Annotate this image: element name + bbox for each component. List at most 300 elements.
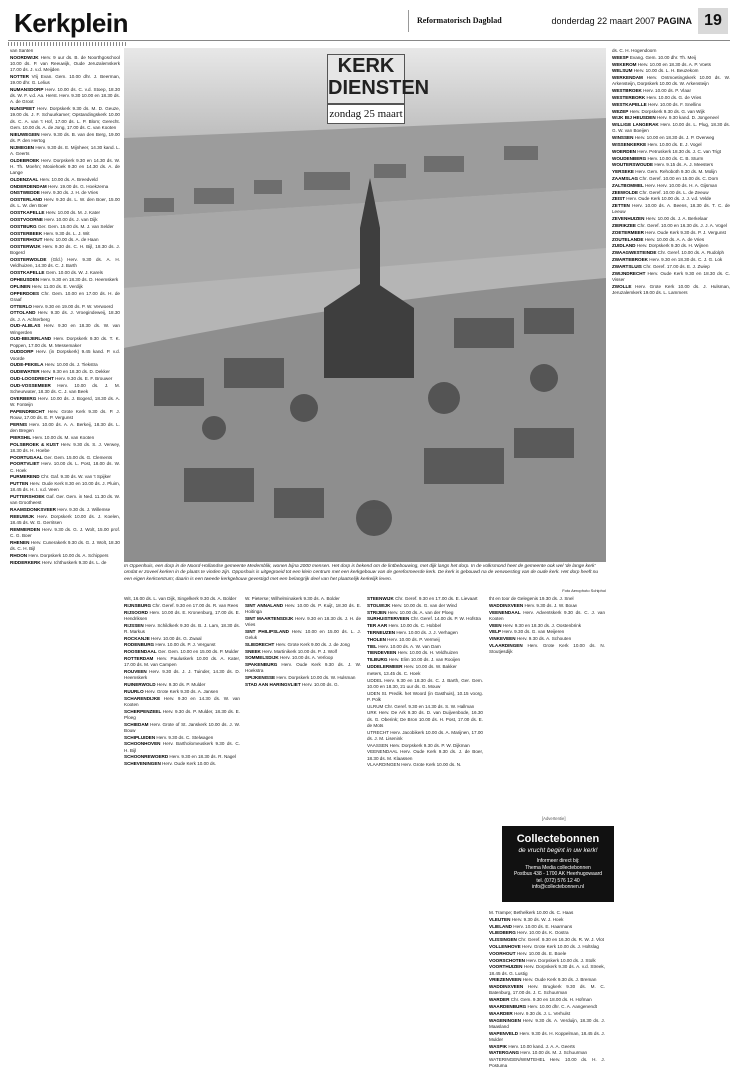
listing-entry: RODENBURG Herv. 10.00 ds. P. J. Vergunst bbox=[124, 642, 216, 648]
listing-entry: SCHERPENZEEL Herv. 9.30 ds. P. Mulder, 18.30 ds. E. Ploeg bbox=[124, 708, 240, 720]
listing-place: WOUTERSWOUDE bbox=[612, 162, 654, 168]
listing-entry: SPIJKENISSE Herv. Dorpskerk 10.00 ds. W. Hulsman bbox=[245, 675, 356, 681]
listing-entry: OLDEBROEK Herv. Dorpskerk 9.30 en 14.30 ds. W. H. Th. Moehn; Mooiehoek 9.30 en 14.30 ds. A. de Lange bbox=[10, 157, 120, 176]
listing-entry: VLAARDINGEN Herv. Grote Kerk 10.00 ds. N. Stoutjesdijk bbox=[489, 642, 605, 655]
listing-place: VLIELAND bbox=[489, 923, 512, 929]
listing-entry: WELSUM Herv. 10.00 ds. L. H. Beuzekom bbox=[612, 68, 699, 74]
listing-place: OUD-BEIJERLAND bbox=[10, 336, 52, 342]
listing-place: SINT MAARTENSDIJK bbox=[245, 615, 294, 621]
publication-name: Reformatorisch Dagblad bbox=[408, 10, 513, 32]
listing-place: RIJSOORD bbox=[124, 609, 148, 615]
listing-place: SPAKENBURG bbox=[245, 662, 278, 668]
listing-entry: WOUTERSWOUDE Herv. 9.15 ds. A. J. Meesters bbox=[612, 162, 714, 168]
listing-entry: OVERBERG Herv. 10.00 ds. J. Bogerd, 18.30 ds. A. W. Fonteijn bbox=[10, 395, 120, 407]
listing-entry: URK Herv. De Ark 9.30 ds. D. van Duijvenbode, 16.30 ds. G. Oberink; De Bron 10.00 ds. H. Post, 17.00 ds. E. de Mots bbox=[367, 710, 483, 728]
ad-line-2: Thema Media collectebonnen bbox=[525, 864, 591, 871]
listing-place: NOTTER bbox=[10, 74, 29, 79]
listing-entry: ULRUM Chr. Geref. 9.30 en 14.30 ds. S. W. Hallman bbox=[367, 703, 475, 709]
listing-place: OOSTKAPELLE bbox=[10, 210, 45, 216]
listing-place: OUD-LOOSDRECHT bbox=[10, 375, 54, 381]
listing-place: THOLEN bbox=[367, 636, 386, 642]
issue-date bbox=[552, 14, 692, 28]
listing-place: VEEN bbox=[489, 622, 502, 628]
listing-place: RHENEN bbox=[10, 539, 30, 545]
date-text: donderdag 22 maart 2007 bbox=[551, 16, 656, 26]
listing-entry: OLDENZAAL Herv. 10.00 ds. A. Breedveld bbox=[10, 176, 98, 182]
listing-place: STEENWIJK bbox=[367, 596, 394, 601]
listing-place: YERSEKE bbox=[612, 169, 634, 175]
listing-place: WELSUM bbox=[612, 68, 633, 74]
listing-entry: OTTOLAND Herv. 9.30 ds. J. Vroegindeweij, 18.30 ds. J. A. Achterberg bbox=[10, 310, 120, 322]
listing-place: RODENBURG bbox=[124, 642, 155, 648]
column-2 bbox=[124, 596, 240, 1070]
listing-entry: ROTTERDAM Herv. Pauluskerk 10.00 ds. A. Kater, 17.00 ds. M. van Campen bbox=[124, 655, 240, 668]
listing-entry: OOSTERWOLDE (Gld.) Herv. 9.30 ds. A. H. Veldhuizen, 14.30 ds. C. J. Barth bbox=[10, 257, 120, 269]
listing-place: OLDENZAAL bbox=[10, 176, 39, 182]
masthead-rule bbox=[8, 40, 730, 41]
listing-place: OOSTKAPELLE bbox=[10, 270, 45, 276]
listing-entry: ZOUTELANDE Herv. 10.00 ds. A. A. de Vries bbox=[612, 236, 705, 242]
listing-place: SINT ANNALAND bbox=[245, 602, 284, 608]
listing-entry: VLIEDBERG Herv. 10.00 ds. K. Oostra bbox=[489, 930, 569, 936]
listing-place: NUNSPEET bbox=[10, 106, 36, 112]
listing-entry: RIJSOORD Herv. 10.00 ds. E. Kronenburg, 17.00 ds. E. Hendriksen bbox=[124, 609, 240, 621]
listing-entry: VEENENDAAL Herv. Adventskerk 9.30 ds. C. J. van Kooten bbox=[489, 609, 605, 621]
listing-place: OOSTVOORNE bbox=[10, 217, 43, 222]
kerkdiensten-box bbox=[327, 54, 430, 126]
listing-place: VLEUTEN bbox=[489, 916, 511, 922]
listing-entry: TER AAR Herv. 10.00 ds. C. Hobbel bbox=[367, 623, 442, 629]
listing-place: WEZEP bbox=[612, 108, 629, 114]
listing-place: WERKENDAM bbox=[612, 75, 643, 81]
listing-place: SNEEK bbox=[245, 648, 261, 654]
listing-place: STOLWIJK bbox=[367, 602, 391, 608]
listing-place: WASPIK bbox=[489, 1043, 508, 1049]
listing-place: WADDINXVEEN bbox=[489, 984, 524, 990]
listing-place: ZEIST bbox=[612, 196, 626, 202]
listing-place: OTTERLO bbox=[10, 303, 32, 309]
title-line-1: KERK bbox=[337, 55, 395, 77]
listing-entry: SCHARENDIJKE Herv. 9.30 en 14.30 ds. W. van Kooten bbox=[124, 695, 240, 707]
listing-entry: ONSTWEDDE Herv. 9.30 ds. J. H. de Vries bbox=[10, 190, 99, 196]
listing-entry: OOSTERWIJK Herv. 9.30 ds. C. H. Bijl, 18.30 ds. J. Bogerd bbox=[10, 244, 120, 256]
listing-place: REMMERDEN bbox=[10, 526, 41, 532]
listing-entry: WATERINGEN/WIMTEHEL Herv. 10.00 ds. H. J. Postuma bbox=[489, 1057, 605, 1069]
listing-entry: WASPIK Herv. 10.00 kand. J. A. A. Geerts bbox=[489, 1043, 575, 1049]
column-4 bbox=[367, 596, 483, 1070]
listing-entry: WEKEROM Herv. 10.00 en 18.30 ds. A. P. Voets bbox=[612, 61, 711, 67]
listing-place: POORTVLIET bbox=[10, 461, 40, 467]
listing-place: SLIEDRECHT bbox=[245, 641, 275, 647]
listing-place: VRIEZENVEEN bbox=[489, 977, 522, 983]
listing-entry: NOORDWIJK Herv. 9 uur ds. B. de Noorthgoschool 10.00 ds. P. van Reeuwijk, Oude Jeruzalemskerk 17.00 ds. J. v.d. Meijden bbox=[10, 54, 120, 73]
listing-place: SPIJKENISSE bbox=[245, 675, 276, 681]
listing-entry: RIDDERKERK Herv. Ichthuskerk 9.30 ds. L. de bbox=[10, 559, 107, 565]
masthead-dots bbox=[8, 42, 128, 46]
listing-entry: SINT PHILIPSLAND Herv. 10.00 en 15.00 ds. L. J. Geluk bbox=[245, 628, 361, 640]
page-label: PAGINA bbox=[657, 16, 692, 26]
listing-place: RAAMSDONKSVEER bbox=[10, 507, 56, 513]
listing-entry: POLSBROEK & KUST Herv. 9.30 ds. S. J. Verwey, 18.30 ds. H. Hoebe bbox=[10, 441, 120, 453]
listing-entry: PURMEREND Chr. Gaf. 9.30 ds. W. van 't Spijker bbox=[10, 474, 111, 480]
listing-place: OOSTERWOLDE bbox=[10, 257, 47, 263]
ad-line-4: tel. (072) 576 12 40 bbox=[536, 877, 580, 884]
listing-entry: UTRECHT Herv. Jacobikerk 10.00 ds. A. Marijnen, 17.00 ds. J. M. Lisenink bbox=[367, 729, 483, 741]
column-8 bbox=[612, 48, 730, 1060]
listing-entry: PERNIS Herv. 10.00 ds. A. A. Berkeij, 18.30 ds. L. den Bregen bbox=[10, 421, 120, 433]
listing-place: WESTBROEK bbox=[612, 88, 642, 94]
listing-entry: VLISSINGEN Chr. Geref. 9.30 en 16.30 ds. R. W. J. Vlot bbox=[489, 937, 604, 943]
listing-entry: SOMMELSDIJK Herv. 10.00 ds. A. Verloop bbox=[245, 655, 334, 661]
column-5 bbox=[489, 596, 605, 812]
listing-entry: OOSTERLAND Herv. 9.30 ds. L. W. den Boer, 15.00 ds. L. W. den Boer bbox=[10, 197, 120, 209]
section-title: Kerkplein bbox=[14, 8, 128, 38]
listing-place: VOORHOUT bbox=[489, 950, 516, 956]
listing-entry: SINT MAARTENSDIJK Herv. 9.30 en 18.30 ds. J. H. de Vries bbox=[245, 615, 361, 627]
listing-place: VLISSINGEN bbox=[489, 937, 517, 943]
listing-place: UDDELERMEER bbox=[367, 663, 403, 669]
listing-entry: TILBURG Herv. Elim 10.00 ds. J. van Rooijen bbox=[367, 657, 461, 663]
listing-entry: NIEUWEGEIN Herv. 9.30 ds. B. van den Berg, 19.00 ds. P. den Hertog bbox=[10, 131, 120, 143]
listing-place: SOMMELSDIJK bbox=[245, 655, 279, 661]
listing-entry: ZAAMSLAG Chr. Geref. 10.00 en 15.00 ds. C. Dorn bbox=[612, 175, 719, 181]
listing-place: TIEL bbox=[367, 643, 377, 649]
listing-entry: ZUIDLAND Herv. Dorpskerk 9.30 ds. H. Wijnen bbox=[612, 243, 709, 249]
listing-place: ZOUTELANDE bbox=[612, 236, 644, 242]
listing-entry: OTTERLO Herv. 9.30 en 19.00 ds. P. W. Verwoerd bbox=[10, 303, 113, 309]
listing-entry: OOSTERBEEK Herv. 9.30 ds. L. J. Wit bbox=[10, 230, 90, 236]
listing-entry: VEEN Herv. 9.30 en 18.30 ds. J. Oostenbrink bbox=[489, 622, 582, 628]
listing-entry: VLAARDINGEN Herv. Grote Kerk 10.00 ds. N. bbox=[367, 762, 462, 768]
listing-entry: UDEN St. Predik. het Woord (in Gasthuis), 10.15 voorg. P. Polk bbox=[367, 690, 483, 702]
listing-entry: WOERDEN Herv. Petruskerk 18.30 ds. J. C. van Trigt bbox=[612, 148, 721, 154]
listing-place: SINT PHILIPSLAND bbox=[245, 628, 289, 634]
listing-place: OPHEUSDEN bbox=[10, 276, 40, 282]
listing-entry: OOSTVOORNE Herv. 10.00 ds. J. van Dijk bbox=[10, 217, 98, 222]
listing-place: VLIEDBERG bbox=[489, 930, 516, 936]
listing-place: PIERSHIL bbox=[10, 434, 32, 440]
listing-place: ZWAAGWESTEINDE bbox=[612, 250, 657, 256]
listing-place: PAPENDRECHT bbox=[10, 408, 45, 414]
listing-place: OUDEWATER bbox=[10, 369, 40, 375]
listing-entry: NIJMEGEN Herv. 9.30 ds. E. Mijnheer, 14.30 kand. L. A. Geerts bbox=[10, 144, 120, 156]
listing-place: WEESP bbox=[612, 54, 629, 60]
listing-place: RHOON bbox=[10, 552, 28, 558]
listing-entry: OUDDORP Herv. (in Dorpskerk) 9.45 kand. P. v.d. Voorde bbox=[10, 349, 120, 361]
listing-entry: SNEEK Herv. Martinikerk 10.00 ds. P. J. Wolf bbox=[245, 648, 337, 654]
listing-place: OOSTBURG bbox=[10, 223, 37, 229]
ad-line-1: Informeer direct bij: bbox=[536, 858, 580, 864]
listing-entry: WILLIGE LANGERAK Herv. 10.00 ds. L. Plug, 18.30 ds. G. W. van Boeijen bbox=[612, 122, 730, 134]
caption-text: In Oppenhuis, een dorp in de Noord-Hollandse gemeente Medemblik, wonen bijna 2000 mensen. Het dorp is bekend om de lintbebouwing, met dijk langs het dorp. In de volksmond heet de gemeente ook wel 'de lange kerk' omdat er zoveel kerken in de plaats te vinden zijn. Opposhuis is uitgegroeid tot een klein centrum met een kerkgebouw van de gereformeerde kerk. De kerk is gebouwd na de verwoesting van de oude kerk. Het dorp heeft nu een eigen kerkcentrum; daarin is een tweede kerkgebouw gevestigd met een belangrijk deel van het plaatselijk kerkelijk leven. bbox=[124, 564, 599, 582]
listing-place: TER AAR bbox=[367, 623, 388, 629]
listing-entry: PUTTEN Herv. Oude Kerk 8.30 en 10.00 ds. J. Pluim, 18.45 ds. H. I. v.d. Veen bbox=[10, 481, 120, 493]
listing-entry: SURHUISTERVEEN Chr. Geref. 14.00 ds. P. W. Hofstra bbox=[367, 616, 481, 622]
listing-entry: VOORTHUIZEN Herv. Dorpskerk 9.30 ds. A. v.d. Streek, 18.45 ds. G. Lustig bbox=[489, 964, 605, 976]
listing-entry: OOSTKAPELLE Gem. 10.00 ds. W. J. Karels bbox=[10, 270, 103, 276]
listing-entry: NUMANSDORP Herv. 10.00 ds. C. v.d. Stoep, 18.30 ds. W. F. v.d. Aa. Herst. Herv. 9.30 10.00 en 18.30 ds. A. de Groot bbox=[10, 87, 120, 105]
listing-place: OPPERDOES bbox=[10, 290, 40, 296]
listing-place: VLAARDINGEN bbox=[489, 642, 523, 648]
listing-entry: TIENDEVEEN Herv. 10.00 ds. H. Veldhuizen bbox=[367, 650, 459, 656]
listing-place: WESTKAPELLE bbox=[612, 101, 647, 107]
listing-entry: VLIELAND Herv. 10.00 ds. E. Haarmans bbox=[489, 923, 573, 929]
listing-place: VOLLENHOVE bbox=[489, 943, 521, 949]
kerkdiensten-title bbox=[327, 54, 430, 104]
listing-place: OVERBERG bbox=[10, 395, 37, 401]
listing-entry: STEENWIJK Chr. Geref. 9.30 en 17.00 ds. E. Lievaart bbox=[367, 596, 478, 601]
title-line-2: DIENSTEN bbox=[328, 77, 430, 99]
column-7 bbox=[489, 910, 605, 1069]
listing-entry: WATERGANG Herv. 10.00 ds. M. J. Schuurman bbox=[489, 1050, 588, 1056]
listing-place: NIJMEGEN bbox=[10, 144, 34, 150]
listing-place: PUTTERSHOEK bbox=[10, 494, 45, 500]
listing-entry: NOTTER Vrij Evan. Gem. 10.00 dhr. J. Beerman, 19.00 dhr. G. Lelius bbox=[10, 74, 120, 86]
listing-entry: ROCKANJE Herv. 10.00 ds. G. Zwaal bbox=[124, 635, 202, 641]
listing-entry: SCHIEDAM Herv. Grote of St. Janskerk 10.00 ds. J. W. Bouw bbox=[124, 721, 240, 733]
ad-line-5: info@collectebonnen.nl bbox=[531, 884, 585, 890]
listing-entry: OOSTERHOUT Herv. 10.00 ds. A. de Haan bbox=[10, 237, 99, 243]
listing-entry: OOSTKAPELLE Herv. 10.00 ds. M. J. Kater bbox=[10, 210, 101, 216]
listing-entry: ZOETERMEER Herv. Oude Kerk 9.30 ds. P. J. Vergunst bbox=[612, 229, 726, 235]
listing-entry: WEESP Evang. Gem. 10.00 dhr. Th. Meij bbox=[612, 54, 696, 60]
listing-entry: WADDINXVEEN Herv. Brugkerk 9.30 ds. M. C. Batenburg, 17.00 ds. J. C. Schuurman bbox=[489, 984, 605, 996]
listing-place: OUDE-PEKELA bbox=[10, 362, 44, 368]
listing-place: STRIJEN bbox=[367, 609, 387, 615]
listing-entry: ZEVENHUIZEN Herv. 10.00 ds. J. A. Berkelaar bbox=[612, 216, 708, 222]
listing-entry: REEUWIJK Herv. Dorpskerk 10.00 ds. J. Koelen, 18.45 ds. W. G. Gerritsen bbox=[10, 513, 120, 526]
ad-label: [Advertentie] bbox=[542, 816, 566, 821]
listing-place: TIENDEVEEN bbox=[367, 650, 397, 656]
listing-place: VOORTHUIZEN bbox=[489, 964, 523, 970]
listing-place: SCHOONREWOERD bbox=[124, 754, 169, 760]
listing-entry: STAD AAN HARINGVLIET Herv. 10.00 ds. G. bbox=[245, 681, 339, 687]
listing-place: OTTOLAND bbox=[10, 310, 36, 316]
listing-entry: SCHOONREWOERD Herv. 9.30 en 18.30 ds. R. Nagel bbox=[124, 754, 236, 760]
listing-place: WILLIGE LANGERAK bbox=[612, 122, 659, 128]
listing-entry: TERNEUZEN Herv. 10.00 ds. J. J. Verhagen bbox=[367, 629, 458, 635]
listing-place: VOORSCHOTEN bbox=[489, 957, 525, 963]
listing-place: TILBURG bbox=[367, 657, 388, 663]
listing-entry: VLEUTEN Herv. 9.30 ds. W. J. Hoek bbox=[489, 916, 564, 922]
listing-entry: WESTERBORK Herv. 10.00 ds. G. de Vries bbox=[612, 94, 702, 100]
listing-entry: WESTKAPELLE Herv. 10.00 ds. F. Snellinx bbox=[612, 101, 702, 107]
listing-place: VELP bbox=[489, 629, 501, 635]
listing-entry: SCHIPLUIDEN Herv. 9.30 ds. C. Stelwagen bbox=[124, 734, 214, 740]
page-number: 19 bbox=[698, 8, 728, 34]
listing-place: POORTUGAAL bbox=[10, 454, 43, 460]
listing-entry: Wit, 16.00 ds. L. van Dijk, Singelkerk 9.30 ds. A. Bolder bbox=[124, 596, 237, 601]
listing-entry: OUDEWATER Herv. 9.30 en 18.30 ds. D. Dekker bbox=[10, 369, 110, 375]
ad-title: Collectebonnen bbox=[516, 833, 600, 845]
listing-entry: WAPENVELD Herv. 9.30 ds. H. Koppelman, 18.45 ds. J. Mulder bbox=[489, 1030, 605, 1042]
listing-place: SCHERPENZEEL bbox=[124, 708, 162, 714]
listing-place: WARDER bbox=[489, 997, 510, 1003]
listing-place: ZUIDLAND bbox=[612, 243, 636, 249]
ad-body bbox=[502, 858, 614, 891]
listing-entry: OPLINEN Herv. 11.00 ds. E. Verdijk bbox=[10, 283, 83, 289]
column-1 bbox=[10, 48, 120, 1060]
listing-entry: RAAMSDONKSVEER Herv. 9.30 ds. J. Willemse bbox=[10, 507, 111, 513]
listing-place: VINKEVEEN bbox=[489, 636, 516, 642]
listing-entry: ONDERDENDAM Herv. 19.00 ds. G. Hoekzema bbox=[10, 183, 109, 189]
listing-place: WADDINXVEEN bbox=[489, 602, 524, 608]
listing-place: PERNIS bbox=[10, 421, 28, 427]
listing-place: OUD-VOSSEMEER bbox=[10, 382, 51, 388]
listing-place: POLSBROEK & KUST bbox=[10, 441, 59, 447]
listing-place: SURHUISTERVEEN bbox=[367, 616, 410, 622]
listing-entry: SLIEDRECHT Herv. Grote Kerk 9.00 ds. J. de Jong bbox=[245, 641, 350, 647]
listing-entry: POORTVLIET Herv. 10.00 ds. L. Post, 18.00 ds. W. C. Hoek bbox=[10, 461, 120, 473]
listing-entry: VOORSCHOTEN Herv. Dorpskerk 10.00 ds. J. Stolk bbox=[489, 957, 596, 963]
listing-place: ROUVEEN bbox=[124, 668, 147, 674]
listing-place: ZIERIKZEE bbox=[612, 222, 636, 228]
listing-entry: OPPERDOES Chr. Gem. 10.00 en 17.00 ds. H. de Graaf bbox=[10, 290, 120, 302]
listing-entry: OUD-ALBLAS Herv. 9.30 en 18.30 ds. W. van Wingerden bbox=[10, 323, 120, 335]
listing-entry: van Santen bbox=[10, 48, 34, 53]
listing-entry: OUD-LOOSDRECHT Herv. 9.30 ds. E. F. Brouwer bbox=[10, 375, 113, 381]
listing-entry: WIJK BIJ HEUSDEN Herv. 9.30 kand. D. Jongeneel bbox=[612, 115, 719, 121]
listing-entry: WOUDENBERG Herv. 10.00 ds. C. B. Sturm bbox=[612, 155, 704, 161]
listing-entry: WAARDENBURG Herv. 10.00 dhr. C. A. Aangenendt bbox=[489, 1003, 597, 1009]
listing-place: ZAAMSLAG bbox=[612, 175, 639, 181]
listing-entry: OUDE-PEKELA Herv. 10.00 ds. J. Tiekstra bbox=[10, 362, 98, 368]
collectebonnen-ad[interactable] bbox=[502, 826, 614, 902]
listing-entry: ROOSENDAAL Ger. Gem. 10.00 en 15.00 ds. P. Mulder bbox=[124, 649, 239, 655]
listing-place: ZEVENHUIZEN bbox=[612, 216, 645, 222]
listing-place: OPLINEN bbox=[10, 283, 31, 289]
listing-entry: VEENENDAAL Herv. Oude Kerk 9.30 ds. J. de Boer, 18.30 ds. M. Klaassen bbox=[367, 749, 483, 761]
listing-entry: POORTUGAAL Ger. Gem. 15.00 ds. G. Clements bbox=[10, 454, 113, 460]
listing-place: RIJNSBURG bbox=[124, 602, 152, 608]
listing-place: STAD AAN HARINGVLIET bbox=[245, 681, 301, 687]
listing-place: TERNEUZEN bbox=[367, 629, 396, 635]
listing-place: WATERGANG bbox=[489, 1050, 520, 1056]
listing-entry: M. Trampe; Bethelkerk 10.00 ds. C. Haas bbox=[489, 910, 574, 915]
listing-entry: STRIJEN Herv. 10.00 ds. A. van der Ploeg bbox=[367, 609, 454, 615]
listing-place: WAARDENBURG bbox=[489, 1003, 527, 1009]
listing-entry: tht en toor de Gelegenis 19.30 ds. J. Snel bbox=[489, 596, 574, 601]
listing-place: RIDDERKERK bbox=[10, 559, 41, 565]
listing-place: ROCKANJE bbox=[124, 635, 150, 641]
listing-place: ZETTEN bbox=[612, 203, 630, 209]
listing-entry: ZWOLLE Herv. Grote Kerk 10.00 ds. J. Hulsman, Jeruzalemkerk 19.00 ds. L. Lammers bbox=[612, 283, 730, 295]
listing-entry: ZEEWOLDE Chr. Geref. 10.00 ds. L. de Zeeuw bbox=[612, 189, 709, 195]
kerkdiensten-date: zondag 25 maart bbox=[327, 104, 405, 124]
listing-entry: OOSTBURG Ger. Gem. 15.00 ds. M. J. van Selder bbox=[10, 223, 114, 229]
listing-place: VEENENDAAL bbox=[489, 609, 521, 615]
listing-place: SCHOONHOVEN bbox=[124, 741, 161, 747]
listing-entry: ZIERIKZEE Chr. Geref. 10.00 en 16.30 ds. J. J. A. Vogel bbox=[612, 222, 727, 228]
listing-entry: YERSEKE Herv. Gem. Rehoboth 9.30 ds. M. Molijn bbox=[612, 169, 717, 175]
listing-entry: ROUVEEN Herv. 9.30 ds. J. J. Tuinder, 14.30 ds. D. Heemskerk bbox=[124, 668, 240, 681]
listing-place: NOORDWIJK bbox=[10, 54, 39, 60]
photo-credit: Foto Aerophoto Schiphol bbox=[562, 587, 606, 593]
listing-entry: VOLLENHOVE Herv. Grote Kerk 10.00 ds. J. Holtslag bbox=[489, 943, 599, 949]
listing-entry: WAGENINGEN Herv. 9.30 ds. A. Verduijn, 18.30 ds. J. Maasland bbox=[489, 1017, 605, 1029]
listing-entry: ds. C. H. Hogendoorn bbox=[612, 48, 657, 53]
listing-place: NIEUWEGEIN bbox=[10, 131, 40, 137]
listing-place: WOUDENBERG bbox=[612, 155, 647, 161]
listing-entry: ZWARTSLUIS Chr. Geref. 17.00 ds. E. J. Zwiep bbox=[612, 263, 710, 269]
listing-place: OUDDORP bbox=[10, 349, 34, 355]
listing-entry: WEZEP Herv. Dorpskerk 9.30 ds. G. van Wijk bbox=[612, 108, 705, 114]
listing-place: WAARDER bbox=[489, 1010, 513, 1016]
listing-place: OOSTERHOUT bbox=[10, 237, 43, 243]
listing-entry: ZETTEN Herv. 10.00 ds. A. Beens, 18.30 ds. T. C. de Leeuw bbox=[612, 203, 730, 215]
listing-place: WIJK BIJ HEUSDEN bbox=[612, 115, 656, 121]
listing-place: WESTERBORK bbox=[612, 94, 646, 100]
listing-entry: SINT ANNALAND Herv. 10.00 ds. P. Kuijt, 18.30 ds. E. Hoitinga bbox=[245, 602, 361, 614]
listing-entry: OPHEUSDEN Herv. 9.30 en 18.30 ds. D. Heemskerk bbox=[10, 276, 119, 282]
listing-entry: PIERSHIL Herv. 10.00 ds. M. van Kooten bbox=[10, 434, 95, 440]
listing-place: OOSTERWIJK bbox=[10, 244, 41, 250]
listing-entry: NUNSPEET Herv. Dorpskerk 9.30 ds. M. D. Geuze, 19.00 ds. J. F. Schuurkamer; Opstandingskerk 10.00 ds. C. A. van 't Hof, 17.00 ds. L. P. Blom; Gerecht. Gem. 10.00 ds. A. de Jong, 17.00 ds. C. van Kooten bbox=[10, 106, 120, 130]
listing-place: SCHIPLUIDEN bbox=[124, 734, 156, 740]
listing-place: ZWARTSLUIS bbox=[612, 263, 642, 269]
listing-place: WOERDEN bbox=[612, 148, 636, 154]
listing-entry: TIEL Herv. 10.00 ds. A. W. van Dam bbox=[367, 643, 441, 649]
listing-place: ZEEWOLDE bbox=[612, 189, 639, 195]
listing-entry: WAARDER Herv. 9.30 ds. J. L. Verhulst bbox=[489, 1010, 571, 1016]
listing-entry: REMMERDEN Herv. 9.30 ds. G. J. Wolt, 15.00 prof. C. G. Boer bbox=[10, 526, 120, 539]
listing-place: RUURLO bbox=[124, 688, 144, 694]
listing-entry: W. Pieterse; Wilhelminakerk 9.30 ds. A. Bolder bbox=[245, 596, 340, 601]
ad-line-3: Postbus 438 - 1700 AK Heerhugowaard bbox=[513, 871, 603, 877]
listing-place: ZOETERMEER bbox=[612, 229, 644, 235]
listing-entry: UDDEL Herv. 9.30 en 18.30 ds. C. J. Barth, Ger. Gem. 10.00 en 18.30, 21 uur ds. G. Mouw bbox=[367, 677, 483, 689]
listing-place: ONSTWEDDE bbox=[10, 190, 40, 196]
listing-entry: RIJSSEN Herv. Schildkerk 9.30 ds. B. J. Lam, 18.30 ds. R. Markus bbox=[124, 622, 240, 634]
listing-place: ROOSENDAAL bbox=[124, 649, 157, 655]
listing-place: WINSSEN bbox=[612, 135, 634, 141]
listing-place: OLDEBROEK bbox=[10, 157, 40, 163]
listing-entry: WERKENDAM Herv. Ontmoetingskerk 10.00 ds. W. Arkensteijn, Dorpskerk 10.00 ds. W. Arkensteijn bbox=[612, 75, 730, 87]
listing-entry: ZWARTEBROEK Herv. 9.30 en 18.30 ds. C. J. G. Lok bbox=[612, 256, 723, 262]
listing-place: ZWIJNDRECHT bbox=[612, 270, 646, 276]
listing-entry: VAASSEN Herv. Dorpskerk 9.30 ds. P. W. Dijkman bbox=[367, 742, 470, 748]
listing-entry: RHOON Herv. Dorpskerk 10.00 ds. A. Schippers bbox=[10, 552, 109, 558]
listing-entry: VRIEZENVEEN Herv. Oude Kerk 9.30 ds. J. Breman bbox=[489, 977, 597, 983]
photo-caption bbox=[124, 564, 606, 594]
listing-place: WAGENINGEN bbox=[489, 1017, 521, 1023]
listing-entry: WADDINXVEEN Herv. 9.30 ds. J. W. Bouw bbox=[489, 602, 577, 608]
listing-place: REEUWIJK bbox=[10, 513, 35, 519]
listing-entry: OUD-BEIJERLAND Herv. Dorpskerk 9.30 ds. T. K. Poppen, 17.00 ds. M. Messemaker bbox=[10, 336, 120, 348]
listing-entry: UDDELERMEER Herv. 10.00 ds. W. Bakker bbox=[367, 663, 457, 669]
listing-place: SCHARENDIJKE bbox=[124, 695, 161, 701]
listing-place: ZALTBOMMEL bbox=[612, 182, 644, 188]
listing-place: WISSENKERKE bbox=[612, 141, 647, 147]
listing-place: ZWARTEBROEK bbox=[612, 256, 648, 262]
listing-place: WEKEROM bbox=[612, 61, 637, 67]
listing-entry: SCHEVENINGEN Herv. Oude Kerk 10.00 ds. bbox=[124, 761, 217, 767]
listing-entry: ZEIST Herv. Oude Kerk 10.00 ds. J. J. v.d. Velde bbox=[612, 196, 712, 202]
listing-place: RUINERWOLD bbox=[124, 681, 156, 687]
listing-entry: ZWAAGWESTEINDE Chr. Geref. 10.00 ds. A. Rudolph bbox=[612, 250, 725, 256]
listing-place: SCHIEDAM bbox=[124, 721, 149, 727]
listing-entry: meters, 13.45 ds. C. Hoek bbox=[367, 670, 421, 676]
listing-entry: ZALTBOMMEL Herv. Herv. 10.00 ds. H. A. Gijsman bbox=[612, 182, 718, 188]
listing-entry: WARDER Chr. Gem. 9.30 en 18.00 ds. H. Hofman bbox=[489, 997, 592, 1003]
listing-entry: RHENEN Herv. Cunerakerk 9.30 ds. G. J. Wolt, 18.30 ds. C. H. Bijl bbox=[10, 539, 120, 552]
listing-entry: ZWIJNDRECHT Herv. Oude Kerk 9.30 en 18.30 ds. C. Visser bbox=[612, 270, 730, 282]
listing-entry: PUTTERSHOEK Gaf. Ger. Gem. in Ned. 11.30 ds. W. van Grootheest bbox=[10, 494, 120, 506]
ad-subtitle: de vrucht begint in uw kerk! bbox=[518, 847, 598, 854]
listing-entry: WINSSEN Herv. 10.00 en 18.30 ds. J. P. Overweg bbox=[612, 135, 715, 141]
listing-entry: SPAKENBURG Herv. Oude Kerk 9.30 ds. J. W. Hoekstra bbox=[245, 662, 361, 674]
listing-place: SCHEVENINGEN bbox=[124, 761, 161, 767]
